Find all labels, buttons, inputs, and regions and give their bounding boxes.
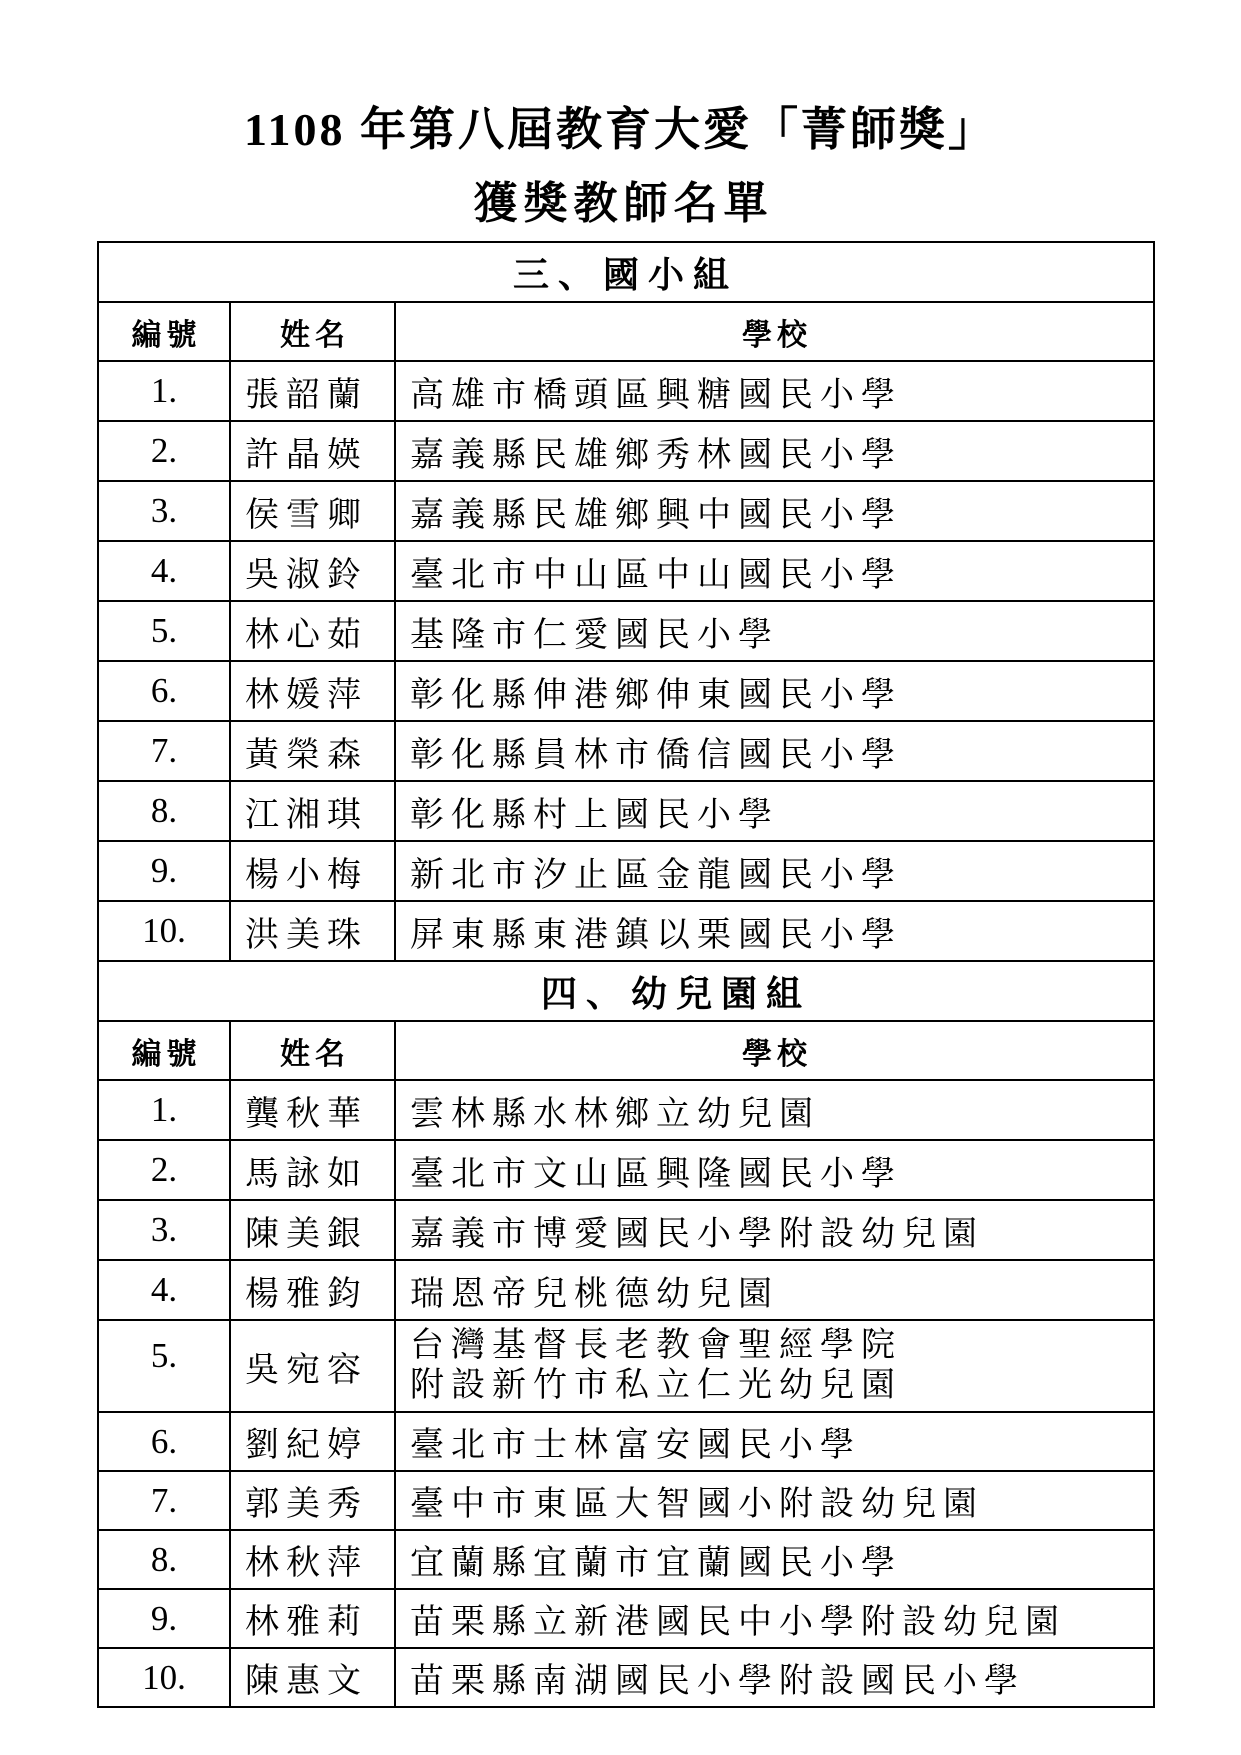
column-header-name xyxy=(230,1021,395,1080)
table-row xyxy=(98,1140,1154,1200)
school-name: 苗栗縣立新港國民中小學附設幼兒園 xyxy=(395,1589,1154,1648)
school-name: 新北市汐止區金龍國民小學 xyxy=(395,841,1154,901)
row-number: 9. xyxy=(98,841,230,901)
school-name-line: 台灣基督長老教會聖經學院 xyxy=(410,1327,902,1364)
table-row xyxy=(98,541,1154,601)
table-row xyxy=(98,1320,1154,1412)
school-name-line: 附設新竹市私立仁光幼兒園 xyxy=(410,1367,902,1404)
document-title: 1108 年第八屆教育大愛「菁師獎」 xyxy=(244,104,997,155)
table-row xyxy=(98,1080,1154,1140)
table-row xyxy=(98,1471,1154,1530)
school-name: 彰化縣員林市僑信國民小學 xyxy=(395,721,1154,781)
school-name: 高雄市橋頭區興糖國民小學 xyxy=(395,361,1154,421)
section-heading-row xyxy=(98,242,1154,302)
school-name: 臺中市東區大智國小附設幼兒園 xyxy=(395,1471,1154,1530)
column-header-label: 編號 xyxy=(131,1037,202,1071)
school-name: 彰化縣伸港鄉伸東國民小學 xyxy=(395,661,1154,721)
column-header-row xyxy=(98,302,1154,361)
teacher-name: 林心茹 xyxy=(230,601,395,661)
row-number: 10. xyxy=(98,901,230,961)
row-number: 6. xyxy=(98,661,230,721)
teacher-name: 江湘琪 xyxy=(230,781,395,841)
row-number: 8. xyxy=(98,1530,230,1589)
row-number: 3. xyxy=(98,1200,230,1260)
section-heading: 三、國小組 xyxy=(98,242,1154,302)
row-number: 8. xyxy=(98,781,230,841)
school-name: 臺北市士林富安國民小學 xyxy=(395,1412,1154,1471)
document-subtitle: 獲獎教師名單 xyxy=(473,179,774,228)
row-number: 10. xyxy=(98,1648,230,1707)
row-number: 1. xyxy=(98,1080,230,1140)
table-row xyxy=(98,1530,1154,1589)
table-row xyxy=(98,901,1154,961)
column-header-school xyxy=(395,1021,1154,1080)
row-number: 6. xyxy=(98,1412,230,1471)
column-header-number xyxy=(98,302,230,361)
row-number: 4. xyxy=(98,541,230,601)
school-name: 宜蘭縣宜蘭市宜蘭國民小學 xyxy=(395,1530,1154,1589)
column-header-label: 姓名 xyxy=(280,318,350,352)
table-row xyxy=(98,361,1154,421)
section-heading: 四、幼兒園組 xyxy=(98,961,1154,1021)
table-row xyxy=(98,601,1154,661)
column-header-name xyxy=(230,302,395,361)
table-row xyxy=(98,1200,1154,1260)
column-header-school xyxy=(395,302,1154,361)
row-number: 7. xyxy=(98,721,230,781)
table-row xyxy=(98,421,1154,481)
teacher-name: 張韶蘭 xyxy=(230,361,395,421)
row-number: 2. xyxy=(98,421,230,481)
school-name: 臺北市文山區興隆國民小學 xyxy=(395,1140,1154,1200)
teacher-name: 林媛萍 xyxy=(230,661,395,721)
table-row xyxy=(98,661,1154,721)
table-row xyxy=(98,841,1154,901)
row-number: 3. xyxy=(98,481,230,541)
teacher-name: 吳淑鈴 xyxy=(230,541,395,601)
school-name: 嘉義縣民雄鄉秀林國民小學 xyxy=(395,421,1154,481)
row-number: 5. xyxy=(98,1320,230,1412)
table-row xyxy=(98,481,1154,541)
teacher-name: 許晶媖 xyxy=(230,421,395,481)
row-number: 1. xyxy=(98,361,230,421)
teacher-name: 楊雅鈞 xyxy=(230,1260,395,1320)
table-row xyxy=(98,781,1154,841)
teacher-name: 馬詠如 xyxy=(230,1140,395,1200)
teacher-name: 黃榮森 xyxy=(230,721,395,781)
school-name xyxy=(395,1320,1154,1412)
teacher-name: 郭美秀 xyxy=(230,1471,395,1530)
teacher-name: 洪美珠 xyxy=(230,901,395,961)
row-number: 7. xyxy=(98,1471,230,1530)
school-name: 臺北市中山區中山國民小學 xyxy=(395,541,1154,601)
school-name: 彰化縣村上國民小學 xyxy=(395,781,1154,841)
school-name: 嘉義市博愛國民小學附設幼兒園 xyxy=(395,1200,1154,1260)
school-name: 嘉義縣民雄鄉興中國民小學 xyxy=(395,481,1154,541)
school-name: 苗栗縣南湖國民小學附設國民小學 xyxy=(395,1648,1154,1707)
teacher-name: 楊小梅 xyxy=(230,841,395,901)
teacher-name: 吳宛容 xyxy=(230,1320,395,1412)
column-header-label: 編號 xyxy=(131,318,202,352)
table-row xyxy=(98,1260,1154,1320)
school-name: 屏東縣東港鎮以栗國民小學 xyxy=(395,901,1154,961)
teacher-name: 陳惠文 xyxy=(230,1648,395,1707)
teacher-name: 劉紀婷 xyxy=(230,1412,395,1471)
row-number: 5. xyxy=(98,601,230,661)
school-name: 瑞恩帝兒桃德幼兒園 xyxy=(395,1260,1154,1320)
teacher-name: 林雅莉 xyxy=(230,1589,395,1648)
row-number: 9. xyxy=(98,1589,230,1648)
table-row xyxy=(98,1412,1154,1471)
section-heading-row xyxy=(98,961,1154,1021)
table-row xyxy=(98,721,1154,781)
teacher-name: 侯雪卿 xyxy=(230,481,395,541)
row-number: 4. xyxy=(98,1260,230,1320)
teacher-name: 陳美銀 xyxy=(230,1200,395,1260)
column-header-label: 姓名 xyxy=(280,1037,350,1071)
school-name: 雲林縣水林鄉立幼兒園 xyxy=(395,1080,1154,1140)
column-header-label: 學校 xyxy=(742,318,812,352)
column-header-label: 學校 xyxy=(742,1037,812,1071)
teacher-name: 龔秋華 xyxy=(230,1080,395,1140)
awardee-table xyxy=(97,241,1155,1708)
table-row xyxy=(98,1589,1154,1648)
school-name: 基隆市仁愛國民小學 xyxy=(395,601,1154,661)
column-header-number xyxy=(98,1021,230,1080)
row-number: 2. xyxy=(98,1140,230,1200)
table-row xyxy=(98,1648,1154,1707)
teacher-name: 林秋萍 xyxy=(230,1530,395,1589)
column-header-row xyxy=(98,1021,1154,1080)
